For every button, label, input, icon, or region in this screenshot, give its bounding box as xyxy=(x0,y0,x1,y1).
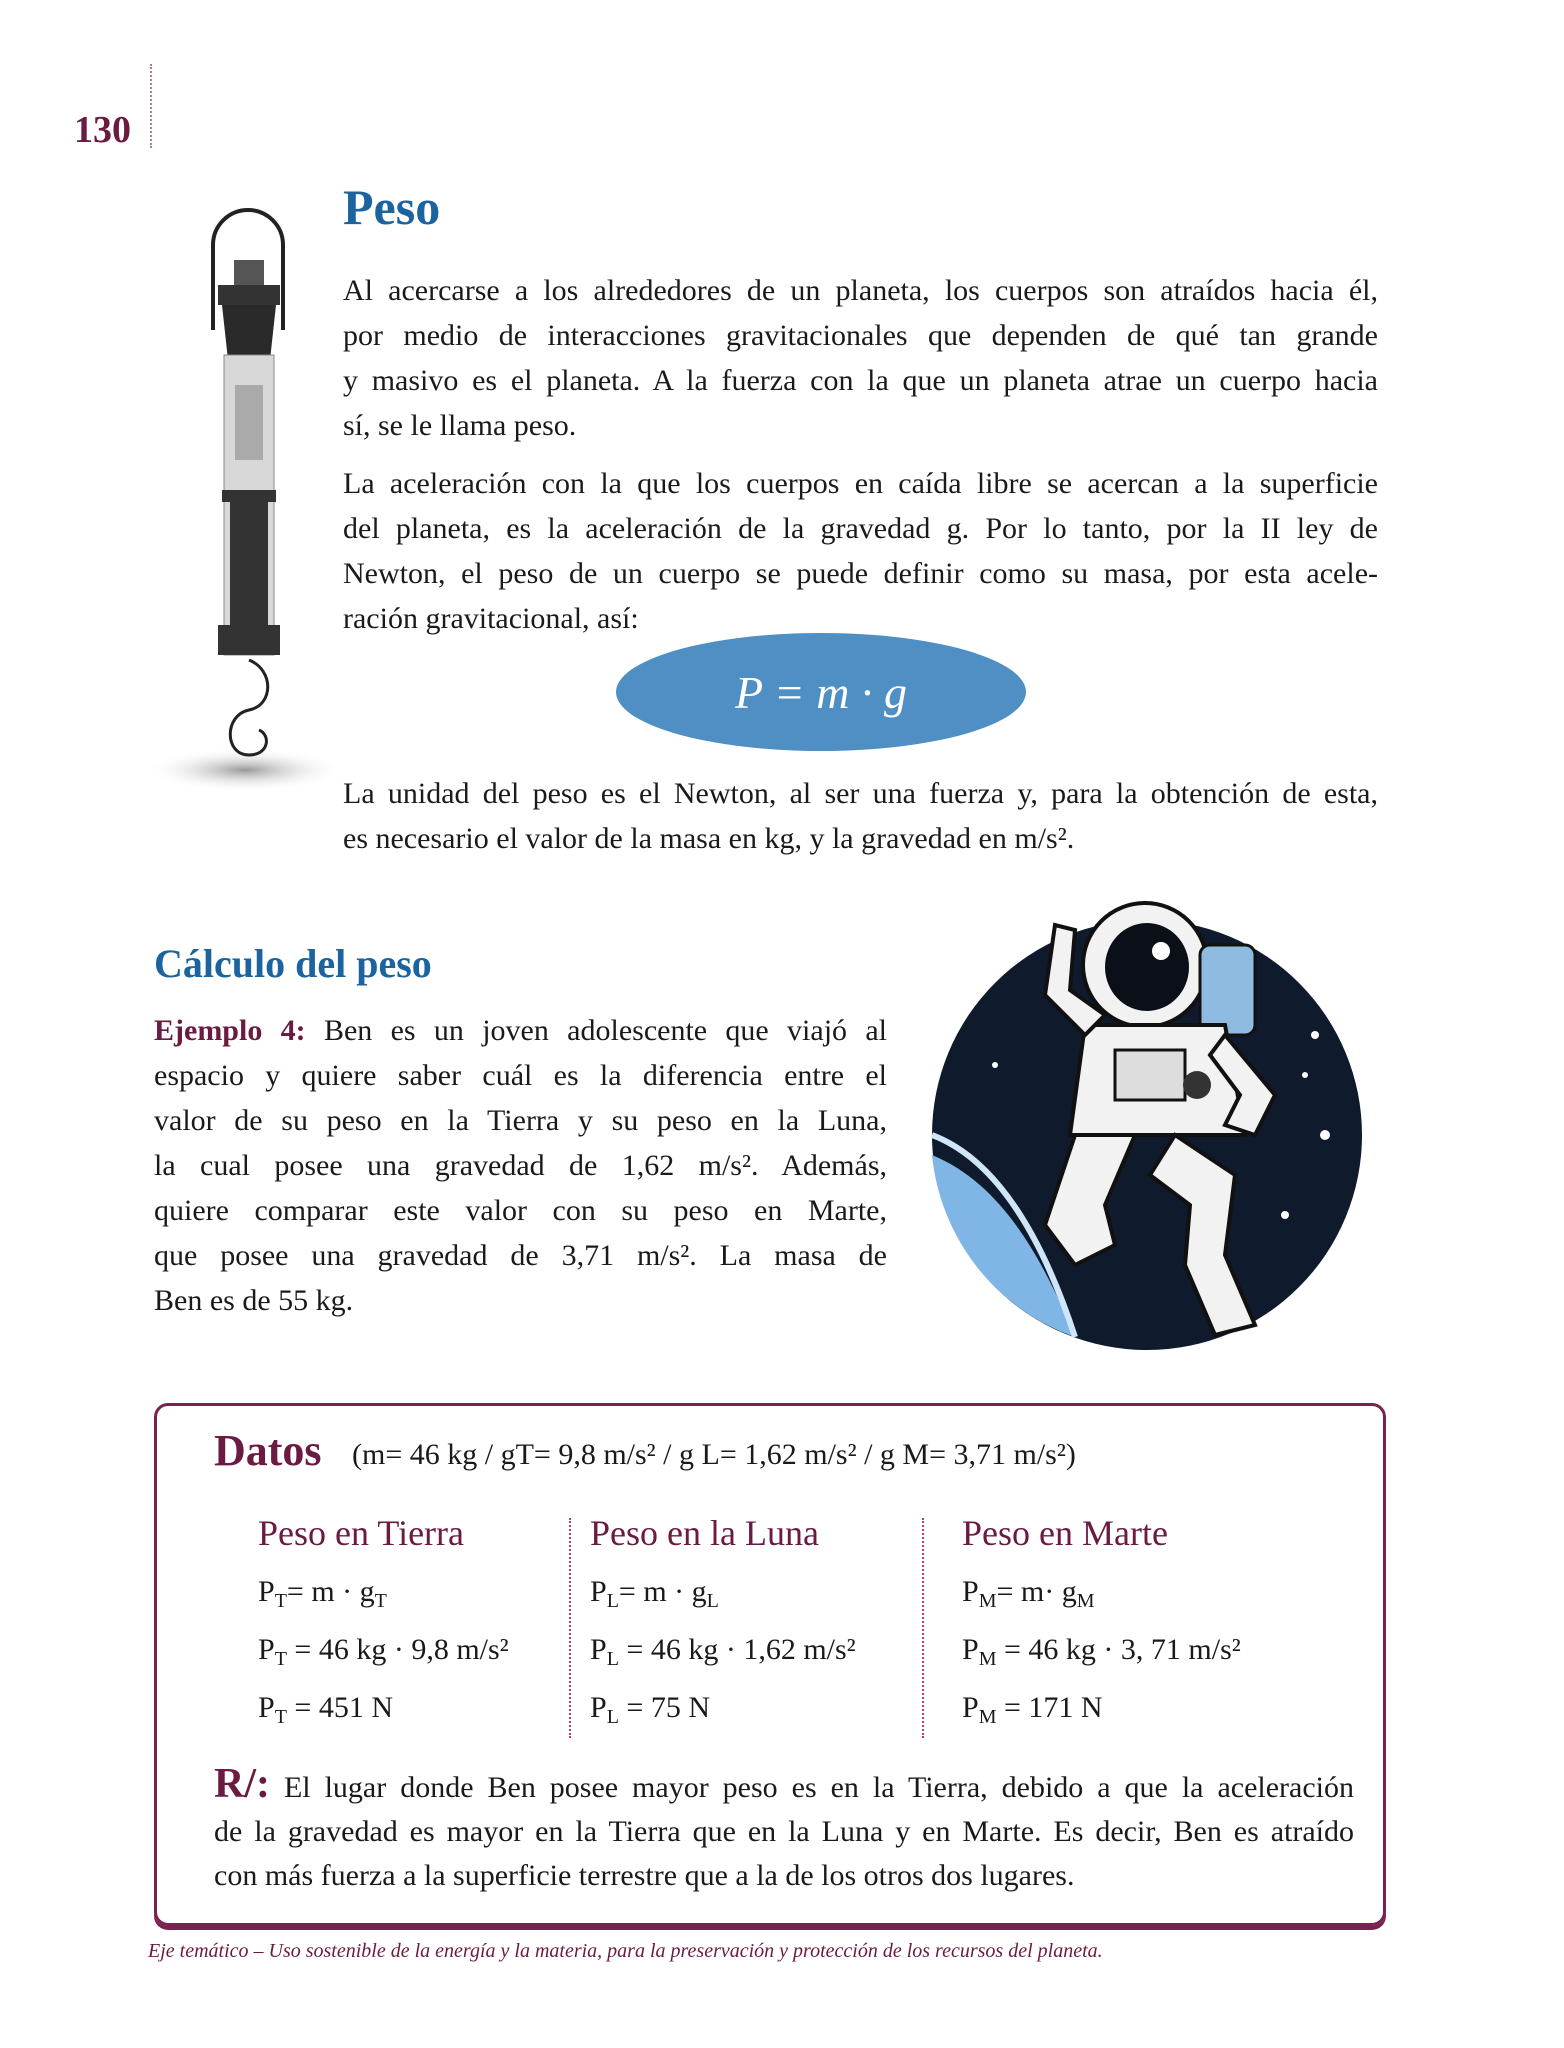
text-line: y masivo es el planeta. A la fuerza con la que un planeta atrae un cuerpo hacia xyxy=(343,364,1378,397)
text-line: con más fuerza a la superficie terrestre que a la de los otros dos lugares. xyxy=(214,1859,1075,1892)
text-line: quiere comparar este valor con su peso en Marte, xyxy=(154,1194,887,1227)
equation-row: $P_T = 451$ N xyxy=(258,1691,393,1728)
text-line: El lugar donde Ben posee mayor peso es en la Tierra, debido a que la aceleración xyxy=(270,1771,1354,1804)
column-divider xyxy=(922,1518,924,1738)
mars-column xyxy=(962,1512,1241,1744)
acceleration-paragraph xyxy=(343,461,1378,641)
equation-row: $P_T = 46$ kg · 9,8 m/s² xyxy=(258,1633,509,1670)
equation-row: $P_M = 46$ kg · 3, 71 m/s² xyxy=(962,1633,1241,1670)
intro-paragraph xyxy=(343,268,1378,448)
text-line: Newton, el peso de un cuerpo se puede definir como su masa, por esta acele- xyxy=(343,557,1378,590)
column-header: Peso en Marte xyxy=(962,1513,1168,1553)
text-line: La unidad del peso es el Newton, al ser una fuerza y, para la obtención de esta, xyxy=(343,777,1378,810)
text-line: espacio y quiere saber cuál es la diferencia entre el xyxy=(154,1059,887,1092)
calc-title: Cálculo del peso xyxy=(154,941,432,986)
text-line: es necesario el valor de la masa en kg, y la gravedad en m/s². xyxy=(343,822,1075,855)
equation-row: $P_M = 171$ N xyxy=(962,1691,1103,1728)
column-header: Peso en la Luna xyxy=(590,1513,819,1553)
example-paragraph xyxy=(154,1008,887,1323)
text-line: La aceleración con la que los cuerpos en caída libre se acercan a la superficie xyxy=(343,467,1378,500)
text-line: sí, se le llama peso. xyxy=(343,409,577,442)
equation-row: $P_M= m\cdot g_M$ xyxy=(962,1575,1095,1612)
text-line: por medio de interacciones gravitacionales que dependen de qué tan grande xyxy=(343,319,1378,352)
datos-values: (m= 46 kg / gT= 9,8 m/s² / g L= 1,62 m/s² / g M= 3,71 m/s²) xyxy=(352,1438,1076,1471)
equation-row: $P_L = 75$ N xyxy=(590,1691,710,1728)
moon-column xyxy=(590,1512,856,1744)
text-line: del planeta, es la aceleración de la gravedad g. Por lo tanto, por la II ley de xyxy=(343,512,1378,545)
column-header: Peso en Tierra xyxy=(258,1513,464,1553)
section-title: Peso xyxy=(343,179,441,235)
text-line: que posee una gravedad de 3,71 m/s². La masa de xyxy=(154,1239,887,1272)
text-line: de la gravedad es mayor en la Tierra que en la Luna y en Marte. Es decir, Ben es atraído xyxy=(214,1815,1354,1848)
example-label: Ejemplo 4: xyxy=(154,1014,306,1047)
earth-column xyxy=(258,1512,509,1744)
text-line: la cual posee una gravedad de 1,62 m/s². Además, xyxy=(154,1149,887,1182)
weight-formula: P = m · g xyxy=(616,633,1026,751)
answer-paragraph xyxy=(214,1762,1354,1898)
text-line: Ben es de 55 kg. xyxy=(154,1284,354,1317)
spring-scale-illustration xyxy=(150,205,350,795)
text-line: valor de su peso en la Tierra y su peso en la Luna, xyxy=(154,1104,887,1137)
astronaut-illustration xyxy=(925,885,1370,1375)
column-divider xyxy=(569,1518,571,1738)
datos-title: Datos xyxy=(214,1426,322,1475)
page-number-divider xyxy=(150,64,152,148)
text-line: Al acercarse a los alrededores de un planeta, los cuerpos son atraídos hacia él, xyxy=(343,274,1378,307)
answer-label: R/: xyxy=(214,1761,270,1807)
text-line: ración gravitacional, así: xyxy=(343,602,639,635)
equation-row: $P_T= m \cdot g_T$ xyxy=(258,1575,387,1612)
footer-theme: Eje temático – Uso sostenible de la energía y la materia, para la preservación y protección de los recursos del planeta. xyxy=(148,1940,1103,1962)
equation-row: $P_L= m \cdot g_L$ xyxy=(590,1575,719,1612)
unit-paragraph xyxy=(343,771,1378,861)
equation-row: $P_L = 46$ kg · 1,62 m/s² xyxy=(590,1633,856,1670)
text-line: Ben es un joven adolescente que viajó al xyxy=(305,1014,887,1047)
page-number: 130 xyxy=(74,109,131,151)
